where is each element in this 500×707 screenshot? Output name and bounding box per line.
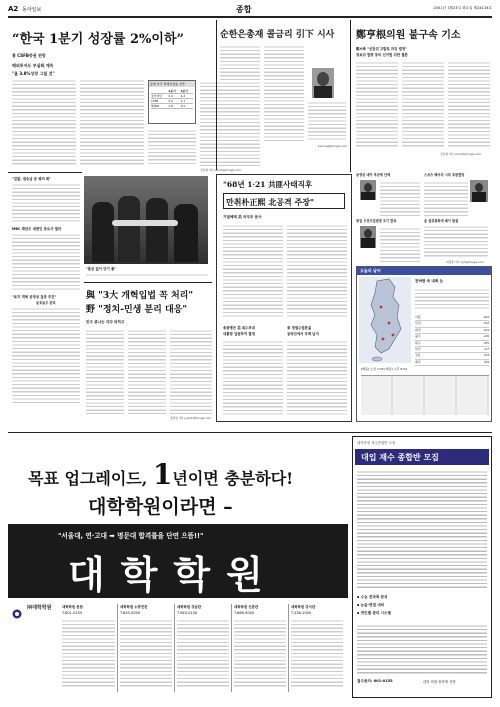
col-divider-2 — [350, 20, 351, 172]
ad-branch-name: 대학학원 강남관 — [177, 605, 202, 609]
small-news-body-2 — [12, 232, 80, 290]
small-news-head-4: 동호동우 관리 — [36, 301, 56, 305]
history-body-col2 — [287, 223, 347, 319]
ad-line-1b: 년이면 충분하다! — [172, 469, 294, 488]
weather-city: 부산 — [415, 347, 421, 352]
right-body-3 — [424, 180, 468, 216]
side-ad — [352, 436, 492, 698]
weather-desc — [415, 287, 489, 311]
history-sub-3: 李 정권수립론을 — [287, 326, 312, 330]
small-news-head-1: "검찰, 권승남 등 평의 회" — [12, 177, 52, 181]
history-box — [216, 174, 352, 422]
weather-city: 대전 — [415, 327, 421, 332]
weather-row — [415, 360, 489, 366]
gdp-deck — [12, 53, 82, 77]
history-main-band — [223, 193, 345, 209]
history-sub-4: 공작선에서 무력 남지 — [287, 332, 319, 336]
weather-temp: -1/7 — [483, 347, 489, 352]
history-body-col4 — [287, 339, 347, 417]
gdp-table — [148, 80, 196, 124]
weather-title-bar — [357, 267, 491, 275]
history-sub-1: 송광병은 美 특수부대 — [223, 326, 255, 330]
gdp-deck-1: 홍 CSFB증권 전망 — [12, 53, 46, 58]
gdp-deck-3: "올 3.8%성장 그칠 것" — [12, 71, 55, 76]
small-news-head-3: "토지 개혁 공정성 집중 추진" — [12, 295, 57, 299]
history-sub-2: 대통령 입원하여 결정 — [223, 332, 255, 336]
gdp-table-title: 올해 한국 경제성장률 전망 — [149, 81, 195, 87]
ad-branch-name: 대학학원 신촌관 — [234, 605, 259, 609]
history-top: "68년 1·21 共匪사태직후 — [223, 180, 313, 189]
small-news-body-1 — [12, 182, 80, 222]
reform-byline: 정연욱기자 jyw11@donga.com — [170, 416, 212, 420]
weather-city: 대구 — [415, 340, 421, 345]
ad-line-1a: 목표 업그레이드, — [28, 469, 153, 488]
gdp-table-cell: 정부예상 — [151, 94, 162, 98]
ad-branch-details — [120, 618, 172, 688]
history-body-col1 — [223, 223, 283, 319]
reform-headline-2: 野 "정치-민생 분리 대응" — [86, 305, 188, 315]
tech-headline: 순한은총재 콜금리 引下 시사 — [220, 30, 335, 40]
right-head-1: 동영상 대여 부관계 단체 — [356, 173, 391, 177]
politics-body-col3 — [448, 60, 490, 148]
ad-branch-phone: T.336-1000 — [291, 611, 312, 615]
tech-byline: kwonsg@donga.com — [318, 144, 348, 148]
header-rule — [8, 16, 492, 18]
ad-branch — [117, 604, 172, 692]
history-main: 만취朴正熙 北공격 주장" — [226, 197, 315, 207]
side-ad-title-bar — [355, 449, 489, 465]
weather-temp: -5/4 — [483, 327, 489, 332]
right-head-2: 스포츠 백서의 시작 호원별당 — [424, 173, 465, 177]
ad-top-rule — [8, 432, 492, 433]
politics-body-col1 — [356, 60, 398, 148]
ad-branch-details — [291, 618, 343, 688]
tech-body-col1 — [220, 44, 260, 142]
ad-branch — [174, 604, 229, 692]
side-ad-body — [357, 469, 487, 589]
ad-brand: 대학학원 — [68, 553, 279, 597]
weather-temp: -2/6 — [483, 334, 489, 339]
ad-logo — [12, 604, 58, 630]
photo-caption-body — [86, 272, 208, 278]
right-body-1 — [380, 180, 420, 216]
ad-branch-details — [177, 618, 229, 688]
page-header — [8, 4, 492, 16]
politics-headline: 鄭亨根의원 불구속 기소 — [356, 30, 461, 41]
side-ad-note: ▪ 개인별 관리 시스템 — [357, 611, 391, 615]
weather-city: 인천 — [415, 321, 421, 326]
handshake-photo — [84, 176, 208, 264]
weather-city: 강릉 — [415, 353, 421, 358]
gdp-table-cell: 3.5 — [180, 104, 186, 108]
weather-forecast-strip — [361, 375, 489, 415]
side-ad-top: 대학학원 재수종합반 모집 — [357, 441, 396, 445]
main-ad — [8, 436, 348, 698]
tech-body-col3 — [308, 100, 346, 142]
photo-caption: "통금 없이 단기 품" — [86, 267, 117, 271]
gdp-table-cell: 3.7 — [180, 99, 186, 103]
small-news-head-2: MBC 박관우 대변인 중요사 결과 — [12, 227, 62, 231]
weather-temp: -6/2 — [483, 315, 489, 319]
tech-body-col2 — [264, 44, 304, 142]
col-divider-1 — [216, 20, 217, 170]
small-news-body-3 — [12, 306, 80, 404]
side-ad-contact: 접수문의: 601-0155 — [357, 679, 393, 683]
gdp-body-col3 — [148, 128, 196, 166]
reform-body-col2 — [128, 328, 166, 414]
side-ad-title: 대입 재수 종합반 모집 — [361, 453, 439, 462]
korea-map-icon — [359, 277, 411, 363]
ad-branch-name: 대학학원 본원 — [62, 605, 83, 609]
right-body-2 — [380, 226, 420, 262]
ad-logo-text: ㈜대학학원 — [27, 605, 52, 611]
right-head-4: 윤 설위원회에 메이 원점 — [424, 219, 459, 223]
gdp-body-col1 — [12, 78, 76, 166]
ad-line-2: 대학학원이라면 – — [88, 496, 233, 518]
reform-headline-1: 與 "3大 개혁입법 꼭 처리" — [86, 291, 194, 301]
weather-temp: 4/9 — [484, 359, 489, 364]
weather-city: 제주 — [415, 359, 421, 364]
ad-branches — [60, 600, 348, 696]
ad-branch — [288, 604, 343, 692]
side-ad-body-2 — [357, 623, 487, 675]
right-body-4 — [424, 224, 488, 258]
weather-box — [356, 266, 492, 422]
brand-logo-icon — [12, 609, 22, 619]
weather-city: 서울 — [415, 315, 421, 319]
weather-temp: -4/5 — [483, 340, 489, 345]
politics-deck: 鄭씨측 "선관위 고발로 과잉 법정" — [356, 47, 407, 51]
gdp-table-cell: 2.4 — [168, 94, 173, 98]
right-col — [356, 172, 492, 264]
reform-rule — [84, 282, 212, 283]
weather-title: 오늘의 날씨 — [360, 268, 381, 273]
side-ad-notes — [357, 593, 487, 617]
weather-table — [415, 315, 489, 363]
gdp-table-cell: 해외IB — [151, 104, 160, 108]
right-head-3: 통일 오전조업변경 조기 발표 — [356, 219, 397, 223]
ad-branch — [231, 604, 286, 692]
gdp-table-cell: CSFB — [151, 99, 159, 103]
side-ad-footer: 대학 학원 장학생 선발 — [423, 680, 456, 684]
right-portrait-3 — [470, 180, 488, 202]
reform-deck: 민주 총나는 각각 피하고 — [86, 320, 125, 324]
weather-temp: -5/2 — [483, 321, 489, 326]
weather-map — [359, 277, 411, 363]
right-byline: 최영훈기자 cyh@donga.com — [446, 260, 484, 264]
gdp-byline: 김상철기자 sckim@donga.com — [200, 168, 241, 172]
section-rule-left — [8, 172, 82, 173]
right-portrait-2 — [360, 226, 376, 248]
gdp-table-cell: 4.2 — [180, 94, 186, 98]
ad-branch-phone: T.563-0130 — [177, 611, 198, 615]
gdp-table-cell — [151, 89, 168, 93]
ad-branch-phone: T.666-5000 — [234, 611, 255, 615]
reform-body-col3 — [170, 328, 212, 414]
weather-subtitle: 찬바람 속 내륙 눈 — [415, 279, 444, 283]
side-ad-note: ▪ 수능 전과목 완성 — [357, 595, 388, 599]
section-title: 종합 — [236, 4, 252, 14]
ad-line-1 — [28, 458, 293, 491]
date-line: 2001년 1월23일 화요일 제24134호 — [433, 6, 492, 10]
gdp-deck-2: 해외투자도 부실화 계속 — [12, 63, 54, 68]
ad-tagline: "서울대, 연·고대 ➡ 명문대 합격률을 단연 으뜸!!" — [58, 532, 204, 540]
ad-branch — [60, 604, 115, 692]
weather-sun: [해뜸] 오전 7:43 [해짐] 오후 5:52 — [361, 367, 408, 371]
weather-temp: -3/4 — [483, 353, 489, 358]
ad-black-band — [8, 524, 348, 598]
politics-deck-2: 정보위 법령 등의 선거법 위반 결론 — [356, 53, 408, 57]
gdp-table-cell: 2.0 — [168, 99, 173, 103]
politics-byline: 김상철기자 sckim@donga.com — [440, 152, 481, 156]
right-portrait-1 — [360, 180, 376, 200]
gdp-headline: “한국 1분기 성장률 2%이하” — [12, 32, 184, 47]
tech-portrait-photo — [312, 68, 334, 98]
gdp-table-cell: 1분기 — [168, 89, 176, 93]
gdp-table-body — [149, 87, 195, 111]
page-number: A2 — [8, 5, 19, 13]
paper-name: 동아일보 — [22, 7, 42, 13]
reform-body-col1 — [86, 328, 124, 414]
weather-city: 광주 — [415, 334, 421, 339]
ad-branch-name: 대학학원 강서관 — [291, 605, 316, 609]
gdp-table-cell: 2분기 — [180, 89, 189, 93]
ad-branch-name: 대학학원 노량진관 — [120, 605, 148, 609]
history-body-col3 — [223, 339, 283, 417]
ad-big-one: 1 — [152, 458, 173, 491]
ad-branch-details — [234, 618, 286, 688]
side-ad-note: ▪ 논술·면접 대비 — [357, 603, 385, 607]
history-deck: 기밀해제 美 국무부 문서 — [223, 215, 262, 219]
gdp-body-col2 — [80, 78, 144, 166]
gdp-table-cell: 1.8 — [168, 104, 173, 108]
gdp-table-row — [151, 104, 193, 109]
ad-branch-phone: T.620-5000 — [120, 611, 141, 615]
politics-body-col2 — [402, 60, 444, 148]
ad-branch-details — [62, 618, 115, 688]
ad-branch-phone: T.601-0155 — [62, 611, 83, 615]
